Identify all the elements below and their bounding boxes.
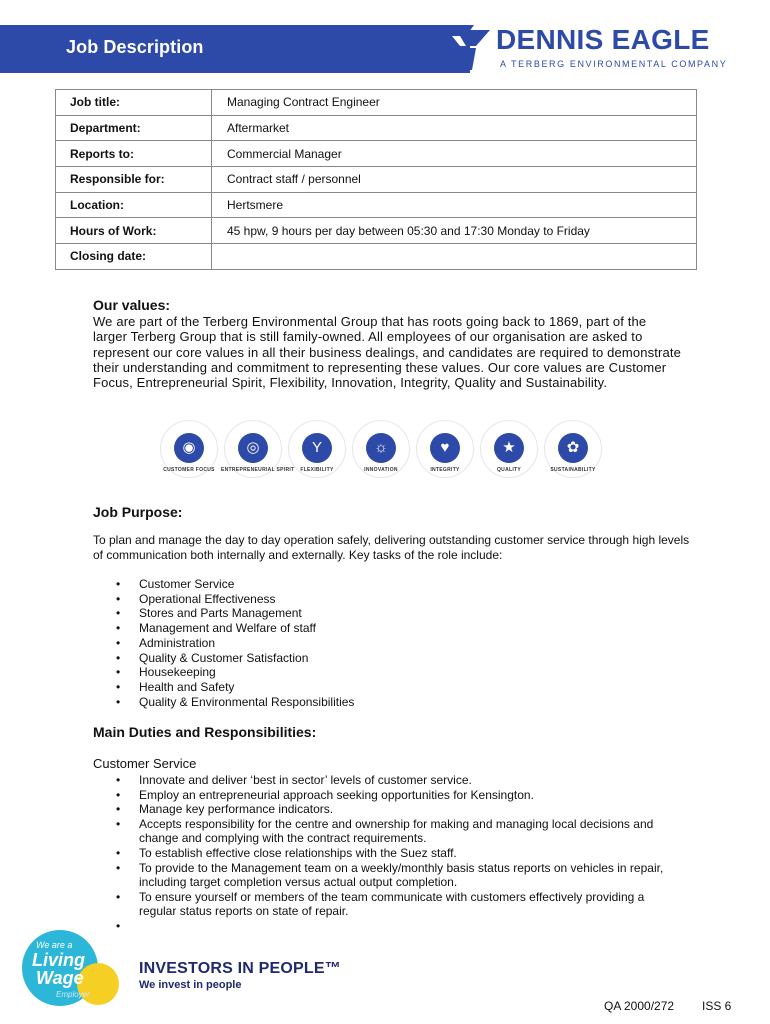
iip-tagline: We invest in people xyxy=(139,979,242,991)
duty-list-item: • To establish effective close relationships with the Suez staff. xyxy=(93,846,683,861)
info-label: Job title: xyxy=(56,90,212,116)
star-icon: ★ xyxy=(494,433,524,463)
info-label: Location: xyxy=(56,192,212,218)
job-purpose-intro: To plan and manage the day to day operation safely, delivering outstanding customer service through high levels of communication both internally and externally. Key tasks of the role include: xyxy=(93,533,690,562)
duty-list-item: • To ensure yourself or members of the team communicate with customers effectively providing a regular status reports on state of repair. xyxy=(93,890,683,919)
investors-in-people-logo xyxy=(139,960,341,991)
target-icon: ◎ xyxy=(238,433,268,463)
job-purpose-heading: Job Purpose: xyxy=(93,504,183,520)
info-value: Managing Contract Engineer xyxy=(212,90,697,116)
value-badge xyxy=(221,420,295,478)
value-badge-caption: CUSTOMER FOCUS xyxy=(163,467,215,473)
heart-icon: ♥ xyxy=(430,433,460,463)
value-badge-caption: SUSTAINABILITY xyxy=(550,467,596,473)
info-row xyxy=(56,167,697,193)
iip-title: INVESTORS IN PEOPLE™ xyxy=(139,960,341,977)
value-badge xyxy=(416,420,474,478)
info-row xyxy=(56,141,697,167)
eye-icon: ◉ xyxy=(174,433,204,463)
values-heading: Our values: xyxy=(93,297,171,313)
task-list-item: • Quality & Customer Satisfaction xyxy=(93,651,683,666)
living-wage-top: We are a xyxy=(36,940,73,950)
info-value xyxy=(212,244,697,270)
lightbulb-icon: ☼ xyxy=(366,433,396,463)
job-info-table xyxy=(55,89,697,270)
value-badge xyxy=(160,420,218,478)
info-value: 45 hpw, 9 hours per day between 05:30 and 17:30 Monday to Friday xyxy=(212,218,697,244)
task-list-item: • Management and Welfare of staff xyxy=(93,621,683,636)
value-badge-caption: INTEGRITY xyxy=(430,467,460,473)
duty-list-item: • Innovate and deliver ‘best in sector’ levels of customer service. xyxy=(93,773,683,788)
duties-list xyxy=(93,773,683,934)
task-list-item: • Operational Effectiveness xyxy=(93,592,683,607)
task-list-item: • Administration xyxy=(93,636,683,651)
task-list xyxy=(93,577,683,709)
leaf-icon: ✿ xyxy=(558,433,588,463)
values-paragraph: We are part of the Terberg Environmental Group that has roots going back to 1869, part of the larger Terberg Group that is still family-owned. All employees of our organisation are asked to represent our core values in all their business dealings, and candidates are required to demonstrate their understanding and commitment to representing these values. Our core values are Customer Focus, Entrepreneurial Spirit, Flexibility, Innovation, Integrity, Quality and Sustainability. xyxy=(93,314,682,391)
task-list-item: • Stores and Parts Management xyxy=(93,606,683,621)
info-label: Reports to: xyxy=(56,141,212,167)
company-logo xyxy=(446,24,761,76)
value-badge-caption: INNOVATION xyxy=(364,467,398,473)
info-row xyxy=(56,244,697,270)
info-label: Hours of Work: xyxy=(56,218,212,244)
brand-tagline: A TERBERG ENVIRONMENTAL COMPANY xyxy=(500,59,728,69)
info-value: Commercial Manager xyxy=(212,141,697,167)
living-wage-bottom: Employer xyxy=(56,990,90,999)
info-label: Responsible for: xyxy=(56,167,212,193)
customer-service-subheading: Customer Service xyxy=(93,756,197,771)
brand-name: DENNIS EAGLE xyxy=(496,24,710,55)
task-list-item: • Health and Safety xyxy=(93,680,683,695)
info-value: Aftermarket xyxy=(212,115,697,141)
task-list-item: • Quality & Environmental Responsibilities xyxy=(93,695,683,710)
living-wage-logo xyxy=(22,930,118,1010)
value-badge-caption: ENTREPRENEURIAL SPIRIT xyxy=(221,467,295,473)
info-row xyxy=(56,192,697,218)
duty-list-item xyxy=(93,919,683,934)
issue-number: ISS 6 xyxy=(702,999,732,1013)
info-row xyxy=(56,218,697,244)
task-list-item: • Customer Service xyxy=(93,577,683,592)
document-reference: QA 2000/272 xyxy=(604,999,675,1013)
duties-heading: Main Duties and Responsibilities: xyxy=(93,724,317,740)
flexibility-figure-icon: Y xyxy=(302,433,332,463)
duty-list-item: • To provide to the Management team on a weekly/monthly basis status reports on vehicles in repair, including target completion versus actual output completion. xyxy=(93,861,683,890)
eagle-logo-icon xyxy=(446,26,492,72)
value-badge xyxy=(352,420,410,478)
value-badge-caption: QUALITY xyxy=(496,467,522,473)
info-label: Closing date: xyxy=(56,244,212,270)
value-badge xyxy=(544,420,602,478)
info-value: Hertsmere xyxy=(212,192,697,218)
value-badge xyxy=(288,420,346,478)
duty-list-item: • Accepts responsibility for the centre and ownership for making and managing local decisions and change and complying with the contract requirements. xyxy=(93,817,683,846)
page-title: Job Description xyxy=(66,37,204,57)
task-list-item: • Housekeeping xyxy=(93,665,683,680)
duty-list-item: • Manage key performance indicators. xyxy=(93,802,683,817)
living-wage-mid1: Living xyxy=(32,950,85,970)
value-badge xyxy=(480,420,538,478)
info-row xyxy=(56,90,697,116)
info-value: Contract staff / personnel xyxy=(212,167,697,193)
info-label: Department: xyxy=(56,115,212,141)
value-badge-caption: FLEXIBILITY xyxy=(300,467,334,473)
duty-list-item: • Employ an entrepreneurial approach seeking opportunities for Kensington. xyxy=(93,788,683,803)
living-wage-mid2: Wage xyxy=(36,968,84,988)
info-row xyxy=(56,115,697,141)
core-values-badges xyxy=(160,420,610,482)
